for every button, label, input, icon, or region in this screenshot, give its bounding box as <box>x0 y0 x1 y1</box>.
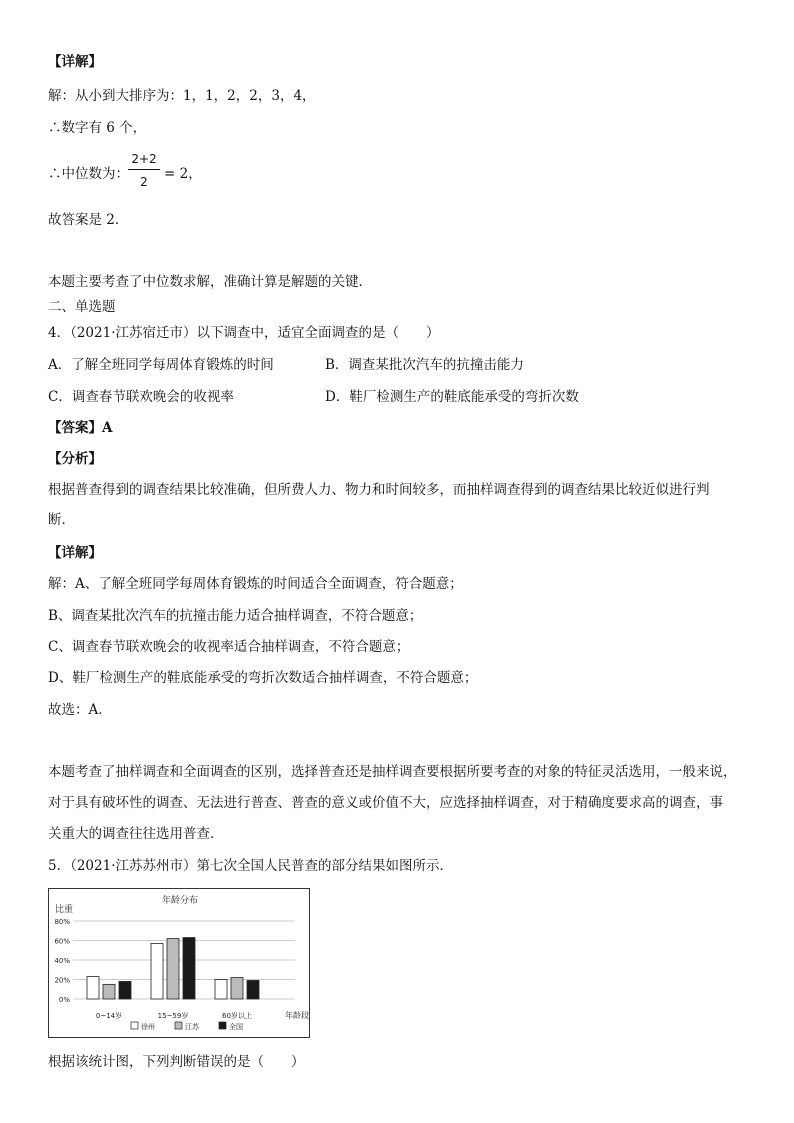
q4-analysis-text: 断． <box>48 512 75 528</box>
chart-x-axis-label: 年龄段 <box>285 1011 309 1020</box>
fraction-bar <box>128 169 160 170</box>
q4-option-c: C．调查春节联欢晚会的收视率 <box>48 389 234 405</box>
comment-text: 本题主要考查了中位数求解，准确计算是解题的关键． <box>48 274 372 290</box>
solution-conclusion: 故答案是 2． <box>48 212 129 228</box>
question-5-stem: 5．（2021·江苏苏州市）第七次全国人民普查的部分结果如图所示． <box>48 858 453 874</box>
q4-analysis-text: 根据普查得到的调查结果比较准确，但所费人力、物力和时间较多，而抽样调查得到的调查结果比较近似进行判 <box>48 482 710 498</box>
q4-detail-conclusion: 故选：A． <box>48 702 112 718</box>
chart-y-tick-label: 0% <box>58 996 70 1004</box>
median-formula-label: ∴中位数为： <box>48 166 129 182</box>
q4-option-d: D．鞋厂检测生产的鞋底能承受的弯折次数 <box>325 389 579 405</box>
q4-detail-text: 解：A、了解全班同学每周体育锻炼的时间适合全面调查，符合题意； <box>48 576 463 592</box>
q4-comment-text: 对于具有破坏性的调查、无法进行普查、普查的意义或价值不大，应选择抽样调查，对于精确度要求高的调查，事 <box>48 795 723 811</box>
chart-bar <box>103 984 115 999</box>
fraction-denominator: 2 <box>140 175 148 189</box>
chart-x-tick-label: 15~59岁 <box>157 1012 189 1020</box>
q4-comment-text: 本题考查了抽样调查和全面调查的区别，选择普查还是抽样调查要根据所要考查的对象的特征灵活选用，一般来说， <box>48 764 737 780</box>
q4-analysis-heading: 【分析】 <box>48 451 102 467</box>
chart-y-tick-label: 20% <box>54 976 70 985</box>
chart-bar <box>183 938 195 999</box>
chart-legend-label: 徐州 <box>141 1023 155 1031</box>
question-4-stem: 4．（2021·江苏宿迁市）以下调查中，适宜全面调查的是（ ） <box>48 325 440 341</box>
chart-legend-label: 全国 <box>229 1023 243 1031</box>
q4-detail-heading: 【详解】 <box>48 545 102 561</box>
chart-legend-swatch <box>219 1022 226 1029</box>
q4-detail-text: B、调查某批次汽车的抗撞击能力适合抽样调查，不符合题意； <box>48 608 423 624</box>
q4-detail-text: D、鞋厂检测生产的鞋底能承受的弯折次数适合抽样调查，不符合题意； <box>48 670 478 686</box>
detail-heading-1: 【详解】 <box>48 54 102 70</box>
section-heading: 二、单选题 <box>48 299 116 315</box>
chart-x-tick-label: 60岁以上 <box>222 1012 252 1020</box>
q4-detail-text: C、调查春节联欢晚会的收视率适合抽样调查，不符合题意； <box>48 639 410 655</box>
chart-bar <box>247 980 259 999</box>
q4-option-b: B．调查某批次汽车的抗撞击能力 <box>325 357 524 373</box>
chart-legend-swatch <box>131 1022 138 1029</box>
chart-legend-swatch <box>175 1022 182 1029</box>
chart-y-tick-label: 80% <box>54 918 70 926</box>
chart-y-tick-label: 60% <box>54 937 70 946</box>
age-distribution-chart <box>48 888 310 1038</box>
chart-bar <box>151 943 163 999</box>
chart-canvas <box>49 889 311 1039</box>
solution-line: ∴数字有 6 个， <box>48 120 147 136</box>
chart-bar <box>87 977 99 999</box>
chart-x-tick-label: 0~14岁 <box>95 1012 123 1020</box>
question-5-followup: 根据该统计图，下列判断错误的是（ ） <box>48 1054 305 1070</box>
chart-bar <box>167 939 179 999</box>
chart-title: 年龄分布 <box>161 896 199 906</box>
chart-y-axis-label: 比重 <box>55 905 74 915</box>
median-result: = 2， <box>164 166 202 182</box>
fraction-numerator: 2+2 <box>131 152 157 166</box>
q4-answer: 【答案】A <box>48 420 113 436</box>
chart-bar <box>231 978 243 999</box>
chart-y-tick-label: 40% <box>54 957 70 965</box>
chart-bar <box>119 981 131 999</box>
q4-comment-text: 关重大的调查往往选用普查． <box>48 826 224 842</box>
chart-bar <box>215 980 227 1000</box>
q4-option-a: A．了解全班同学每周体育锻炼的时间 <box>48 357 274 373</box>
chart-legend-label: 江苏 <box>185 1023 199 1031</box>
solution-line: 解：从小到大排序为：1，1，2，2，3，4， <box>48 88 316 104</box>
